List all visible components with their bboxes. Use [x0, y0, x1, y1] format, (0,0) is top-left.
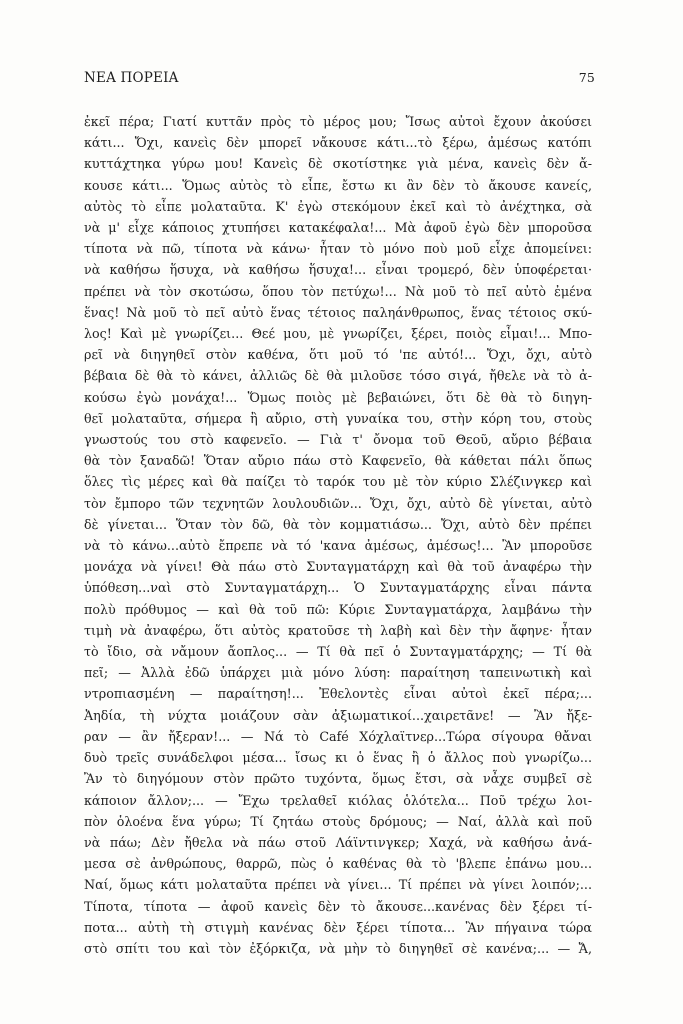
- text-line: θεῖ μολαταῦτα, σήμερα ἢ αὔριο, στὴ γυναίκα του, στὴν κόρη του, στοὺς: [84, 410, 592, 426]
- text-line: τίποτα νὰ πῶ, τίποτα νὰ κάνω· ἦταν τὸ μόνο ποὺ μοῦ εἶχε ἀπομείνει:: [84, 241, 592, 257]
- text-line: μεσα σὲ ἀνθρώπους, θαρρῶ, πὼς ὁ καθένας θὰ τὸ 'βλεπε ἐπάνω μου...: [84, 856, 592, 872]
- text-line: στὸ σπίτι του καὶ τὸν ἐξόρκιζα, νὰ μὴν τὸ διηγηθεῖ σὲ κανένα;... — Ἄ,: [84, 940, 592, 956]
- text-line: πὸν ὁλοένα ἕνα γύρω; Τί ζητάω στοὺς δρόμους; — Ναί, ἀλλὰ καὶ ποῦ: [84, 813, 592, 829]
- text-line: νὰ μ' εἶχε κάποιος χτυπήσει κατακέφαλα!... Μὰ ἀφοῦ ἐγὼ δὲν μποροῦσα: [84, 220, 592, 236]
- text-line: θὰ τὸν ξαναδῶ! Ὅταν αὔριο πάω στὸ Καφενεῖο, θὰ κάθεται πάλι ὅπως: [84, 453, 592, 469]
- text-line: Ἂν τὸ διηγόμουν στὸν πρῶτο τυχόντα, ὅμως ἔτσι, σὰ νἆχε συμβεῖ σὲ: [84, 771, 592, 787]
- text-line: Ἀηδία, τὴ νύχτα μοιάζουν σὰν ἀξιωματικοί...χαιρετᾶνε! — Ἂν ἤξε-: [84, 707, 592, 723]
- text-line: νὰ πάω; Δὲν ἤθελα νὰ πάω στοῦ Λάϊντινγκερ; Χαχά, νὰ καθήσω ἀνά-: [84, 834, 592, 850]
- text-line: μονάχα νὰ γίνει! Θὰ πάω στὸ Συνταγματάρχη καὶ θὰ τοῦ ἀναφέρω τὴν: [84, 559, 592, 575]
- text-line: ρεῖ νὰ διηγηθεῖ στὸν καθένα, ὅτι μοῦ τό 'πε αὐτό!... Ὄχι, ὄχι, αὐτὸ: [84, 347, 592, 363]
- text-line: ἐκεῖ πέρα; Γιατί κυττᾶν πρὸς τὸ μέρος μου; Ἴσως αὐτοὶ ἔχουν ἀκούσει: [84, 114, 592, 129]
- text-line: ποτα... αὐτὴ τὴ στιγμὴ κανένας δὲν ξέρει τίποτα... Ἂν πήγαινα τώρα: [84, 919, 592, 935]
- text-line: Τίποτα, τίποτα — ἀφοῦ κανεὶς δὲν τὸ ἄκουσε...κανένας δὲν ξέρει τί-: [84, 898, 592, 914]
- text-line: γνωστούς του στὸ καφενεῖο. — Γιὰ τ' ὄνομα τοῦ Θεοῦ, αὔριο βέβαια: [84, 432, 592, 448]
- text-line: αὐτὸς τὸ εἶπε μολαταῦτα. Κ' ἐγὼ στεκόμουν ἐκεῖ καὶ τὸ ἀνέχτηκα, σὰ: [84, 198, 592, 214]
- text-line: λος! Καὶ μὲ γνωρίζει... Θεέ μου, μὲ γνωρίζει, ξέρει, ποιὸς εἶμαι!... Μπο-: [84, 326, 592, 342]
- text-line: κάποιον ἄλλον;... — Ἔχω τρελαθεῖ κιόλας ὁλότελα... Ποῦ τρέχω λοι-: [84, 792, 592, 808]
- journal-title: ΝΕΑ ΠΟΡΕΙΑ: [84, 70, 179, 86]
- text-line: τιμὴ νὰ ἀναφέρω, ὅτι αὐτὸς κρατοῦσε τὴ λαβὴ καὶ δὲν τὴν ἄφηνε· ἦταν: [84, 622, 592, 638]
- text-line: ραν — ἂν ἤξεραν!... — Νά τὸ Café Χόχλαϊτνερ...Τώρα σίγουρα θἄναι: [84, 728, 592, 744]
- text-line: ντροπιασμένη — παραίτηση!... Ἐθελοντὲς εἶναι αὐτοὶ ἐκεῖ πέρα;...: [84, 686, 592, 702]
- text-line: κάτι... Ὄχι, κανεὶς δὲν μπορεῖ νἄκουσε κάτι...τὸ ξέρω, ἀμέσως κατόπι: [84, 135, 592, 151]
- page-number: 75: [578, 70, 595, 85]
- text-line: δὲ γίνεται... Ὅταν τὸν δῶ, θὰ τὸν κομματιάσω... Ὄχι, αὐτὸ δὲν πρέπει: [84, 516, 592, 532]
- text-line: πρέπει νὰ τὸν σκοτώσω, ὅπου τὸν πετύχω!... Νὰ μοῦ τὸ πεῖ αὐτὸ ἐμένα: [84, 283, 592, 299]
- running-header: [84, 70, 595, 86]
- text-line: τὸ ἴδιο, σὰ νἄμουν ἄοπλος... — Τί θὰ πεῖ ὁ Συνταγματάρχης; — Τί θὰ: [84, 644, 592, 660]
- text-line: δυὸ τρεῖς συνάδελφοι μέσα... ἴσως κι ὁ ἕνας ἢ ὁ ἄλλος ποὺ γνωρίζω...: [84, 750, 592, 766]
- text-line: ὅλες τὶς μέρες καὶ θὰ παίζει τὸ ταρόκ του μὲ τὸν κύριο Σλέζινγκερ καὶ: [84, 474, 592, 490]
- body-text: [84, 111, 592, 959]
- text-line: ἕνας! Νὰ μοῦ τὸ πεῖ αὐτὸ ἕνας τέτοιος παληάνθρωπος, ἕνας τέτοιος σκύ-: [84, 304, 592, 320]
- text-line: κούσω ἐγὼ μονάχα!... Ὅμως ποιὸς μὲ βεβαιώνει, ὅτι δὲ θὰ τὸ διηγη-: [84, 389, 592, 405]
- text-line: τὸν ἔμπορο τῶν τεχνητῶν λουλουδιῶν... Ὄχι, ὄχι, αὐτὸ δὲ γίνεται, αὐτὸ: [84, 495, 592, 511]
- text-line: νὰ τὸ κάνω...αὐτὸ ἔπρεπε νὰ τό 'κανα ἀμέσως, ἀμέσως!... Ἂν μποροῦσε: [84, 538, 592, 554]
- text-line: πολὺ πρόθυμος — καὶ θὰ τοῦ πῶ: Κύριε Συνταγματάρχα, λαμβάνω τὴν: [84, 601, 592, 617]
- text-line: Ναί, ὅμως κάτι μολαταῦτα πρέπει νὰ γίνει... Τί πρέπει νὰ γίνει λοιπόν;...: [84, 877, 592, 893]
- text-line: βέβαια δὲ θὰ τὸ κάνει, ἀλλιῶς δὲ θὰ μιλοῦσε τόσο σιγά, ἤθελε νὰ τὸ ἀ-: [84, 368, 592, 384]
- text-line: κουσε κάτι... Ὅμως αὐτὸς τὸ εἶπε, ἔστω κι ἂν δὲν τὸ ἄκουσε κανείς,: [84, 177, 592, 193]
- text-line: κυττάχτηκα γύρω μου! Κανεὶς δὲ σκοτίστηκε γιὰ μένα, κανεὶς δὲν ἄ-: [84, 156, 592, 172]
- text-line: πεῖ; — Ἀλλὰ ἐδῶ ὑπάρχει μιὰ μόνο λύση: παραίτηση ταπεινωτικὴ καὶ: [84, 665, 592, 681]
- text-line: νὰ καθήσω ἥσυχα, νὰ καθήσω ἥσυχα!... εἶναι τρομερό, δὲν ὑποφέρεται·: [84, 262, 592, 278]
- text-line: ὑπόθεση...ναὶ στὸ Συνταγματάρχη... Ὁ Συνταγματάρχης εἶναι πάντα: [84, 580, 592, 596]
